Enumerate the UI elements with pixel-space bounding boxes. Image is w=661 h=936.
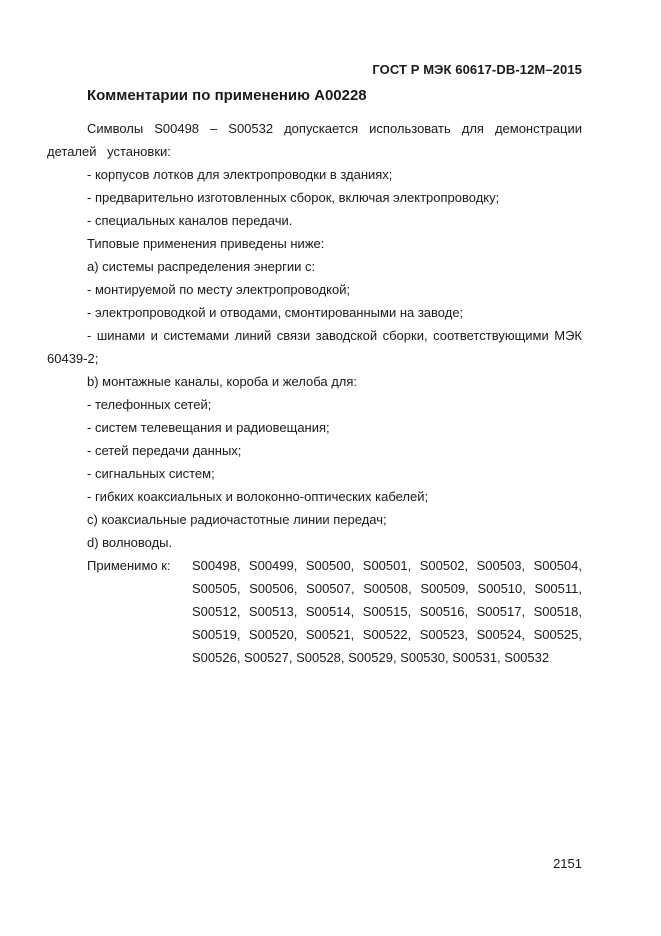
section-c: c) коаксиальные радиочастотные линии передач; <box>87 512 387 527</box>
applies-to-label: Применимо к: <box>87 558 171 573</box>
section-b-item-1: - телефонных сетей; <box>87 397 212 412</box>
install-item-2: - предварительно изготовленных сборок, включая электропроводку; <box>87 190 500 205</box>
page-number: 2151 <box>553 856 582 871</box>
section-a-item-2: - электропроводкой и отводами, смонтированными на заводе; <box>87 305 464 320</box>
intro-paragraph: Символы S00498 – S00532 допускается использовать для демонстрации деталей установки: <box>47 121 582 159</box>
page-title: Комментарии по применению A00228 <box>87 87 367 104</box>
applies-to-row: S00512, S00513, S00514, S00515, S00516, S00517, S00518, <box>192 604 582 619</box>
body-text <box>47 117 582 669</box>
document-header: ГОСТ Р МЭК 60617-DB-12M–2015 <box>372 62 582 77</box>
applies-to-row: S00498, S00499, S00500, S00501, S00502, S00503, S00504, <box>192 558 582 573</box>
section-d: d) волноводы. <box>87 535 173 550</box>
install-item-1: - корпусов лотков для электропроводки в зданиях; <box>87 167 393 182</box>
applies-to-row: S00519, S00520, S00521, S00522, S00523, S00524, S00525, <box>192 627 582 642</box>
applies-to-row: S00505, S00506, S00507, S00508, S00509, S00510, S00511, <box>192 581 582 596</box>
section-b-item-2: - систем телевещания и радиовещания; <box>87 420 330 435</box>
applies-to-row: S00526, S00527, S00528, S00529, S00530, S00531, S00532 <box>192 650 550 665</box>
section-b-item-3: - сетей передачи данных; <box>87 443 242 458</box>
applies-to-block <box>47 554 582 669</box>
install-item-3: - специальных каналов передачи. <box>87 213 293 228</box>
section-b-item-5: - гибких коаксиальных и волоконно-оптических кабелей; <box>87 489 429 504</box>
section-b-item-4: - сигнальных систем; <box>87 466 215 481</box>
typical-intro: Типовые применения приведены ниже: <box>87 236 325 251</box>
section-a-heading: a) системы распределения энергии с: <box>87 259 316 274</box>
section-a-item-1: - монтируемой по месту электропроводкой; <box>87 282 351 297</box>
section-b-heading: b) монтажные каналы, короба и желоба для: <box>87 374 358 389</box>
applies-to-codes <box>192 554 582 669</box>
section-a-item-3: - шинами и системами линий связи заводской сборки, соответствующими МЭК 60439-2; <box>47 328 582 366</box>
